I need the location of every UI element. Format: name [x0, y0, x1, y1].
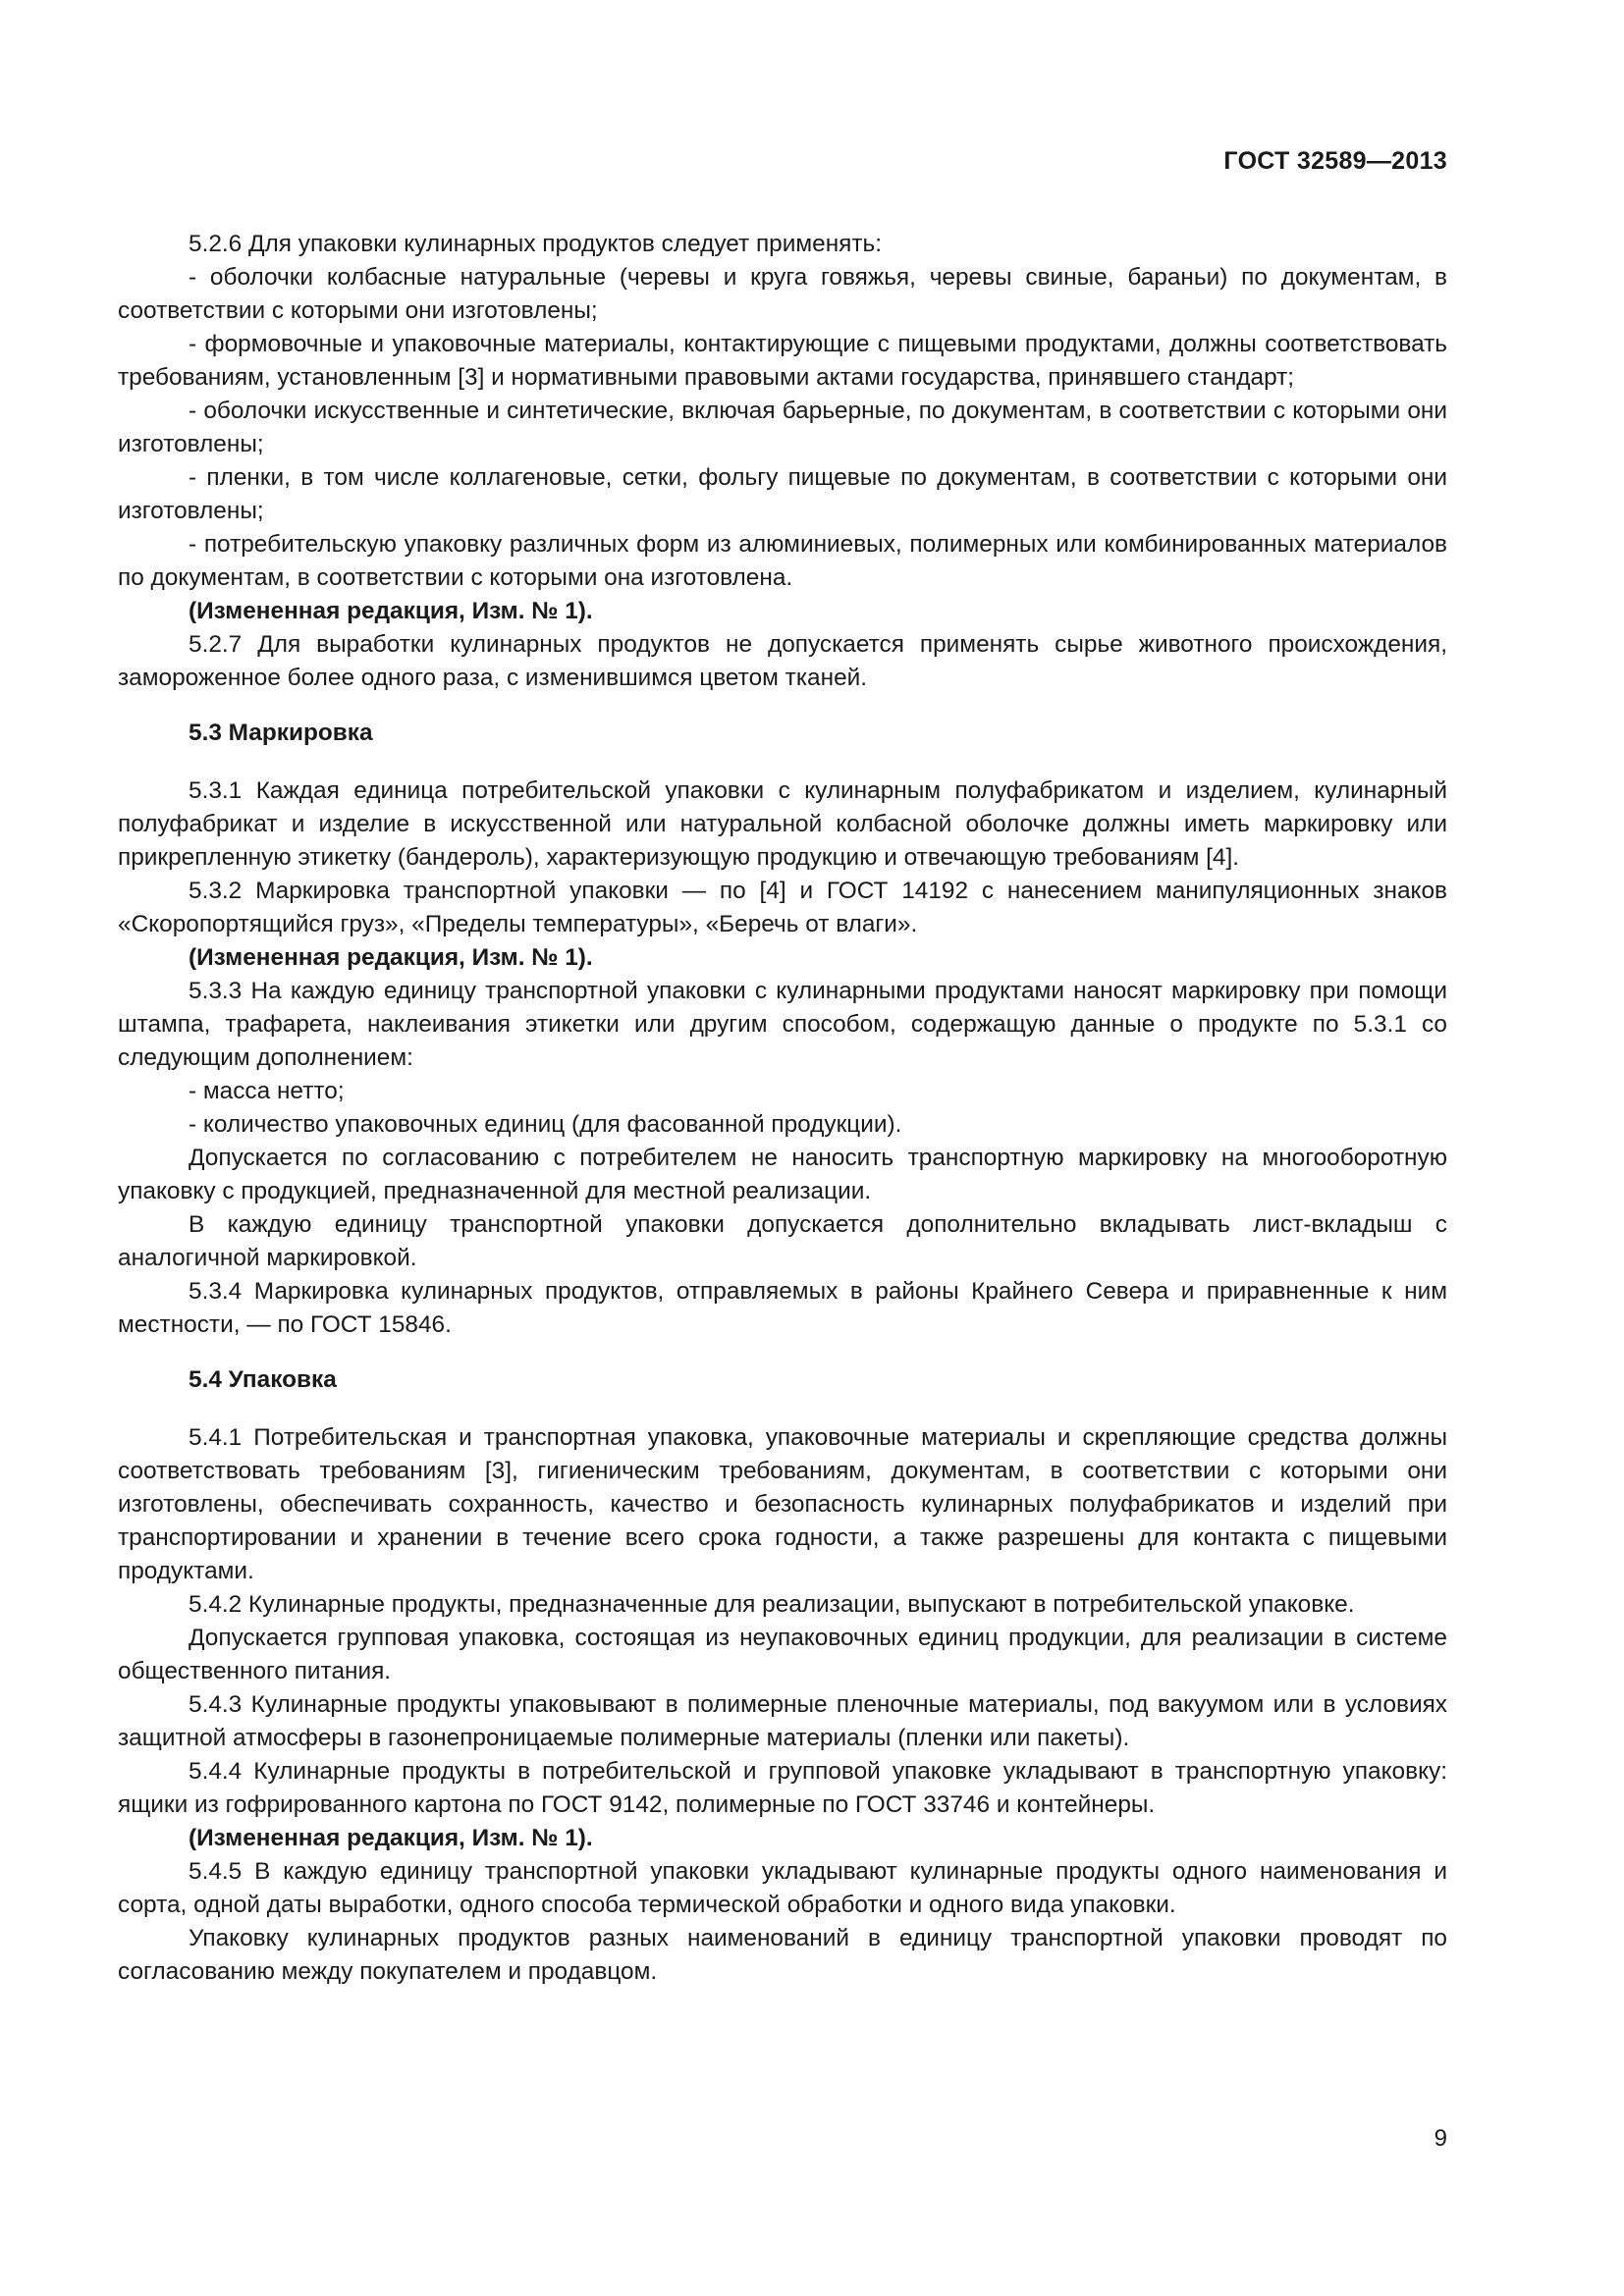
list-item: - потребительскую упаковку различных форм из алюминиевых, полимерных или комбинированных материалов по документам, в соответствии с которыми она изготовлена.: [118, 531, 1447, 591]
clause-5-2-7: 5.2.7 Для выработки кулинарных продуктов не допускается применять сырье животного происхождения, замороженное более одного раза, с изменившимся цветом тканей.: [118, 631, 1447, 691]
clause-5-4-3: 5.4.3 Кулинарные продукты упаковывают в полимерные пленочные материалы, под вакуумом или в условиях защитной атмосферы в газонепроницаемые полимерные материалы (пленки или пакеты).: [118, 1691, 1447, 1751]
list-item: - оболочки искусственные и синтетические, включая барьерные, по документам, в соответствии с которыми они изготовлены;: [118, 398, 1447, 457]
section-heading-5-4: 5.4 Упаковка: [189, 1366, 337, 1393]
clause-5-4-1: 5.4.1 Потребительская и транспортная упаковка, упаковочные материалы и скрепляющие средства должны соответствовать требованиям [3], гигиеническим требованиям, документам, в соответствии с которыми они изготовлены, обеспечивать сохранность, качество и безопасность кулинарных полуфабрикатов и изделий при транспортировании и хранении в течение всего срока годности, а также разрешены для контакта с пищевыми продуктами.: [118, 1424, 1447, 1584]
clause-5-4-2: 5.4.2 Кулинарные продукты, предназначенные для реализации, выпускают в потребительской упаковке.: [189, 1591, 1355, 1618]
paragraph: В каждую единицу транспортной упаковки допускается дополнительно вкладывать лист-вкладыш с аналогичной маркировкой.: [118, 1211, 1447, 1271]
page-number: 9: [1434, 2125, 1447, 2152]
clause-5-3-2: 5.3.2 Маркировка транспортной упаковки — по [4] и ГОСТ 14192 с нанесением манипуляционных знаков «Скоропортящийся груз», «Пределы температуры», «Беречь от влаги».: [118, 878, 1447, 937]
list-item: - количество упаковочных единиц (для фасованной продукции).: [189, 1111, 902, 1138]
paragraph: Допускается по согласованию с потребителем не наносить транспортную маркировку на многооборотную упаковку с продукцией, предназначенной для местной реализации.: [118, 1145, 1447, 1204]
amendment-note: (Измененная редакция, Изм. № 1).: [189, 1825, 593, 1851]
clause-5-3-1: 5.3.1 Каждая единица потребительской упаковки с кулинарным полуфабрикатом и изделием, кулинарный полуфабрикат и изделие в искусственной или натуральной колбасной оболочке должны иметь маркировку или прикрепленную этикетку (бандероль), характеризующую продукцию и отвечающую требованиям [4].: [118, 777, 1447, 871]
clause-5-2-6: 5.2.6 Для упаковки кулинарных продуктов следует применять:: [189, 231, 883, 257]
clause-5-3-4: 5.3.4 Маркировка кулинарных продуктов, отправляемых в районы Крайнего Севера и приравненные к ним местности, — по ГОСТ 15846.: [118, 1278, 1447, 1338]
list-item: - формовочные и упаковочные материалы, контактирующие с пищевыми продуктами, должны соответствовать требованиям, установленным [3] и нормативными правовыми актами государства, принявшего стандарт;: [118, 331, 1447, 391]
amendment-note: (Измененная редакция, Изм. № 1).: [189, 944, 593, 971]
document-body: [118, 228, 1447, 1989]
paragraph: Допускается групповая упаковка, состоящая из неупаковочных единиц продукции, для реализации в системе общественного питания.: [118, 1625, 1447, 1684]
list-item: - пленки, в том числе коллагеновые, сетки, фольгу пищевые по документам, в соответствии с которыми они изготовлены;: [118, 464, 1447, 524]
clause-5-3-3: 5.3.3 На каждую единицу транспортной упаковки с кулинарными продуктами наносят маркировку при помощи штампа, трафарета, наклеивания этикетки или другим способом, содержащую данные о продукте по 5.3.1 со следующим дополнением:: [118, 978, 1447, 1071]
paragraph: Упаковку кулинарных продуктов разных наименований в единицу транспортной упаковки проводят по согласованию между покупателем и продавцом.: [118, 1925, 1447, 1985]
amendment-note: (Измененная редакция, Изм. № 1).: [189, 598, 593, 624]
document-number: ГОСТ 32589—2013: [1223, 147, 1447, 175]
section-heading-5-3: 5.3 Маркировка: [189, 720, 373, 746]
list-item: - масса нетто;: [189, 1078, 345, 1104]
clause-5-4-5: 5.4.5 В каждую единицу транспортной упаковки укладывают кулинарные продукты одного наименования и сорта, одной даты выработки, одного способа термической обработки и одного вида упаковки.: [118, 1858, 1447, 1918]
list-item: - оболочки колбасные натуральные (черевы и круга говяжья, черевы свиные, бараньи) по документам, в соответствии с которыми они изготовлены;: [118, 264, 1447, 324]
clause-5-4-4: 5.4.4 Кулинарные продукты в потребительской и групповой упаковке укладывают в транспортную упаковку: ящики из гофрированного картона по ГОСТ 9142, полимерные по ГОСТ 33746 и контейнеры.: [118, 1758, 1447, 1818]
